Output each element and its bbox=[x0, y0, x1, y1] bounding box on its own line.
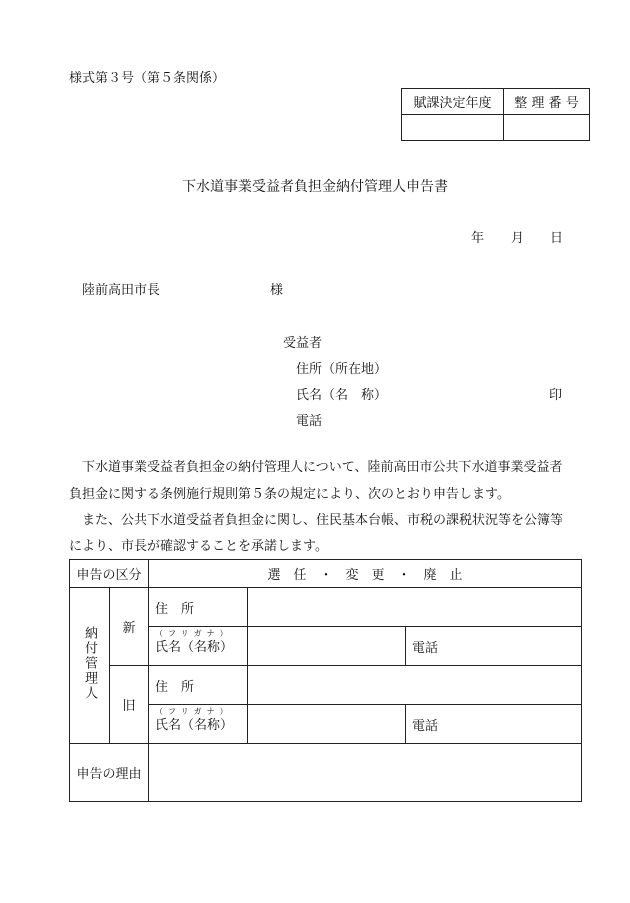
new-label: 新 bbox=[110, 588, 149, 666]
new-address-label-cell bbox=[149, 588, 248, 627]
date-day: 日 bbox=[550, 231, 564, 246]
old-name-value[interactable] bbox=[248, 705, 406, 744]
applicant-label: 受益者 bbox=[283, 336, 323, 351]
old-address-label-cell bbox=[149, 666, 248, 705]
fee-header-number: 整 理 番 号 bbox=[504, 89, 590, 115]
new-name-label: 氏名（名称） bbox=[155, 640, 234, 655]
date-month: 月 bbox=[511, 231, 525, 246]
manager-label: 納付管理人 bbox=[82, 626, 97, 701]
old-furigana: （フリガナ） bbox=[155, 707, 233, 716]
fee-value-year[interactable] bbox=[402, 115, 504, 141]
manager-label-cell bbox=[70, 588, 110, 744]
old-name-label: 氏名（名称） bbox=[155, 718, 234, 733]
form-number: 様式第３号（第５条関係） bbox=[69, 71, 226, 86]
addressee-name: 陸前高田市長 bbox=[82, 283, 161, 298]
old-phone-label: 電話 bbox=[412, 718, 439, 734]
applicant-address-label: 住所（所在地） bbox=[296, 362, 388, 377]
new-address-label: 住 所 bbox=[155, 601, 195, 617]
new-phone-label: 電話 bbox=[412, 640, 439, 656]
new-address-value[interactable] bbox=[248, 588, 582, 627]
category-options[interactable]: 選 任 ・ 変 更 ・ 廃 止 bbox=[149, 560, 582, 588]
old-address-label: 住 所 bbox=[155, 679, 195, 695]
applicant-phone-label: 電話 bbox=[296, 414, 323, 429]
addressee-honorific: 様 bbox=[270, 283, 284, 298]
old-phone-cell[interactable] bbox=[406, 705, 582, 744]
reason-value[interactable] bbox=[149, 744, 582, 802]
new-furigana: （フリガナ） bbox=[155, 629, 233, 638]
declaration-table bbox=[69, 559, 582, 802]
body-p1-line2: 負担金に関する条例施行規則第５条の規定により、次のとおり申告します。 bbox=[69, 487, 510, 502]
old-label: 旧 bbox=[110, 666, 149, 744]
body-p2-line2: により、市長が確認することを承諾します。 bbox=[69, 539, 328, 554]
body-p2-line1: また、公共下水道受益者負担金に関し、住民基本台帳、市税の課税状況等を公簿等 bbox=[82, 513, 564, 528]
new-phone-cell[interactable] bbox=[406, 627, 582, 666]
old-address-value[interactable] bbox=[248, 666, 582, 705]
body-p1-line1: 下水道事業受益者負担金の納付管理人について、陸前高田市公共下水道事業受益者 bbox=[82, 460, 563, 475]
form-title: 下水道事業受益者負担金納付管理人申告書 bbox=[182, 179, 448, 195]
fee-value-number[interactable] bbox=[504, 115, 590, 141]
reason-label: 申告の理由 bbox=[70, 744, 149, 802]
new-name-label-cell bbox=[149, 627, 248, 666]
new-name-value[interactable] bbox=[248, 627, 406, 666]
old-name-label-cell bbox=[149, 705, 248, 744]
date-year: 年 bbox=[471, 231, 485, 246]
category-label: 申告の区分 bbox=[70, 560, 149, 588]
fee-table bbox=[401, 88, 590, 141]
applicant-name-label: 氏名（名 称） bbox=[296, 388, 388, 403]
fee-header-year: 賦課決定年度 bbox=[402, 89, 504, 115]
applicant-seal: 印 bbox=[549, 388, 563, 403]
